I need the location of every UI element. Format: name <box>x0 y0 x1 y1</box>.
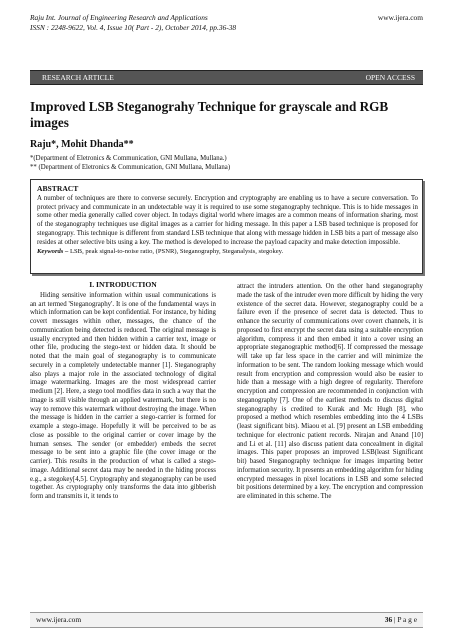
affiliation-1: *(Department of Eletronics & Communication, GNI Mullana, Mullana.) <box>30 155 227 162</box>
abstract-heading: ABSTRACT <box>37 184 79 193</box>
author-affiliations <box>30 155 230 172</box>
paper-authors: Raju*, Mohit Dhanda** <box>30 139 134 150</box>
footer-website-link[interactable]: www.ijera.com <box>36 615 82 624</box>
introduction-heading: I. INTRODUCTION <box>89 280 157 289</box>
research-article-label: RESEARCH ARTICLE <box>42 73 114 82</box>
keywords-label: Keywords – <box>37 248 69 256</box>
abstract-text: A number of techniques are there to converse securely. Encryption and cryptography are enabling us to have a secure conversation. To protect privacy and communicate in an undetectable way it is required to use some steganography technique. This is to hide messages in some other media generally called cover object. In todays digital world where images are a common means of information sharing, most of the steganography techniques use digital images as a carrier for hiding message. In this paper a LSB based technique is proposed for steganograpy. This technique is different from standard LSB technique that along with message hidden in LSB bits a part of message also resides at other selective bits using a key. The method is developed to increase the payload capacity and make detection impossible. <box>37 195 418 246</box>
article-banner <box>30 70 423 85</box>
journal-name: Raju Int. Journal of Engineering Research and Applications <box>30 13 208 22</box>
issn-line: ISSN : 2248-9622, Vol. 4, Issue 10( Part - 2), October 2014, pp.36-38 <box>30 23 237 32</box>
paper-title: Improved LSB Steganograhy Technique for grayscale and RGB images <box>30 99 389 130</box>
page-footer <box>30 612 423 628</box>
journal-header <box>30 13 236 33</box>
keywords-line <box>37 248 418 257</box>
page-number-value: 36 <box>384 615 393 624</box>
introduction-paragraph-right: attract the intruders attention. On the other hand steganography made the task of the intruder even more difficult by hiding the very existence of the secret data. However, steganography could be a failure even if the presence of secret data is detected. Thus to enhance the security of communications over covert channels, it is proposed to first encrypt the secret data using a suitable encryption algorithm, compress it and then embed it into a cover using an appropriate steganographic method[6]. If compressed the message will take up far less space in the carrier and will minimize the information to be sent. The random looking message which would result from encryption and compression would also be easier to hide than a message with a high degree of regularity. Therefore encryption and compression are recommended in conjunction with steganography [7]. One of the earliest methods to discuss digital steganography is credited to Kurak and Mc Hugh [8], who proposed a method which resembles embedding into the 4 LSBs (least significant bits). Miaou et al. [9] present an LSB embedding technique for electronic patient records. Nirajan and Anand [10] and Li et al. [11] also discuss patient data concealment in digital images. This paper proposes an improved LSB(least Significant bit) based Steganography technique for images imparting better information security. It presents an embedding algorithm for hiding encrypted messages in pixel locations in LSB and some selected bit positions determined by a key. The encryption and compression are eliminated in this scheme. The <box>237 283 423 500</box>
right-column <box>237 283 423 502</box>
page-label: | P a g e <box>392 615 417 624</box>
page-number <box>385 613 417 627</box>
abstract-box <box>30 179 423 274</box>
abstract-body <box>37 195 418 257</box>
open-access-label: OPEN ACCESS <box>365 73 415 82</box>
left-column <box>30 281 216 502</box>
introduction-paragraph-left: Hiding sensitive information within usual communications is an art termed 'Steganography'. It is one of the fundamental ways in which information can be kept confidential. For instance, by hiding covert messages within other, messages, the chance of the communication being detected is reduced. The original message is usually encrypted and then hidden within a carrier text, image or other file, producing the stego-text or hidden data. It should be noted that the main goal of steganography is to communicate securely in a completely undetectable manner [1]. Steganography also plays a major role in the associated technology of digital image watermarking. Images are the most widespread carrier medium [2]. Here, a stego tool modifies data in such a way that the image is still visible through an applied watermark, but there is no way to remove this watermark without destroying the image. When the message is hidden in the carrier a stego-carrier is formed for example a stego-image. Hopefully it will be perceived to be as close as possible to the original carrier or cover image by the human senses. The sender (or embedder) embeds the secret message to be sent into a graphic file (the cover image or the carrier). This results in the production of what is called a stego-image. Additional secret data may be needed in the hiding process e.g., a stegokey[4,5]. Cryptography and steganography can be used together. As cryptography only transforms the data into gibberish form and transmits it, it tends to <box>30 291 216 500</box>
keywords-list: LSB, peak signal-to-noise ratio, (PSNR), Steganography, Steganalysis, stegokey. <box>68 248 284 256</box>
header-website-link[interactable]: www.ijera.com <box>377 13 423 22</box>
affiliation-2: ** (Department of Eletronics & Communication, GNI Mullana, Mullana) <box>30 163 231 171</box>
